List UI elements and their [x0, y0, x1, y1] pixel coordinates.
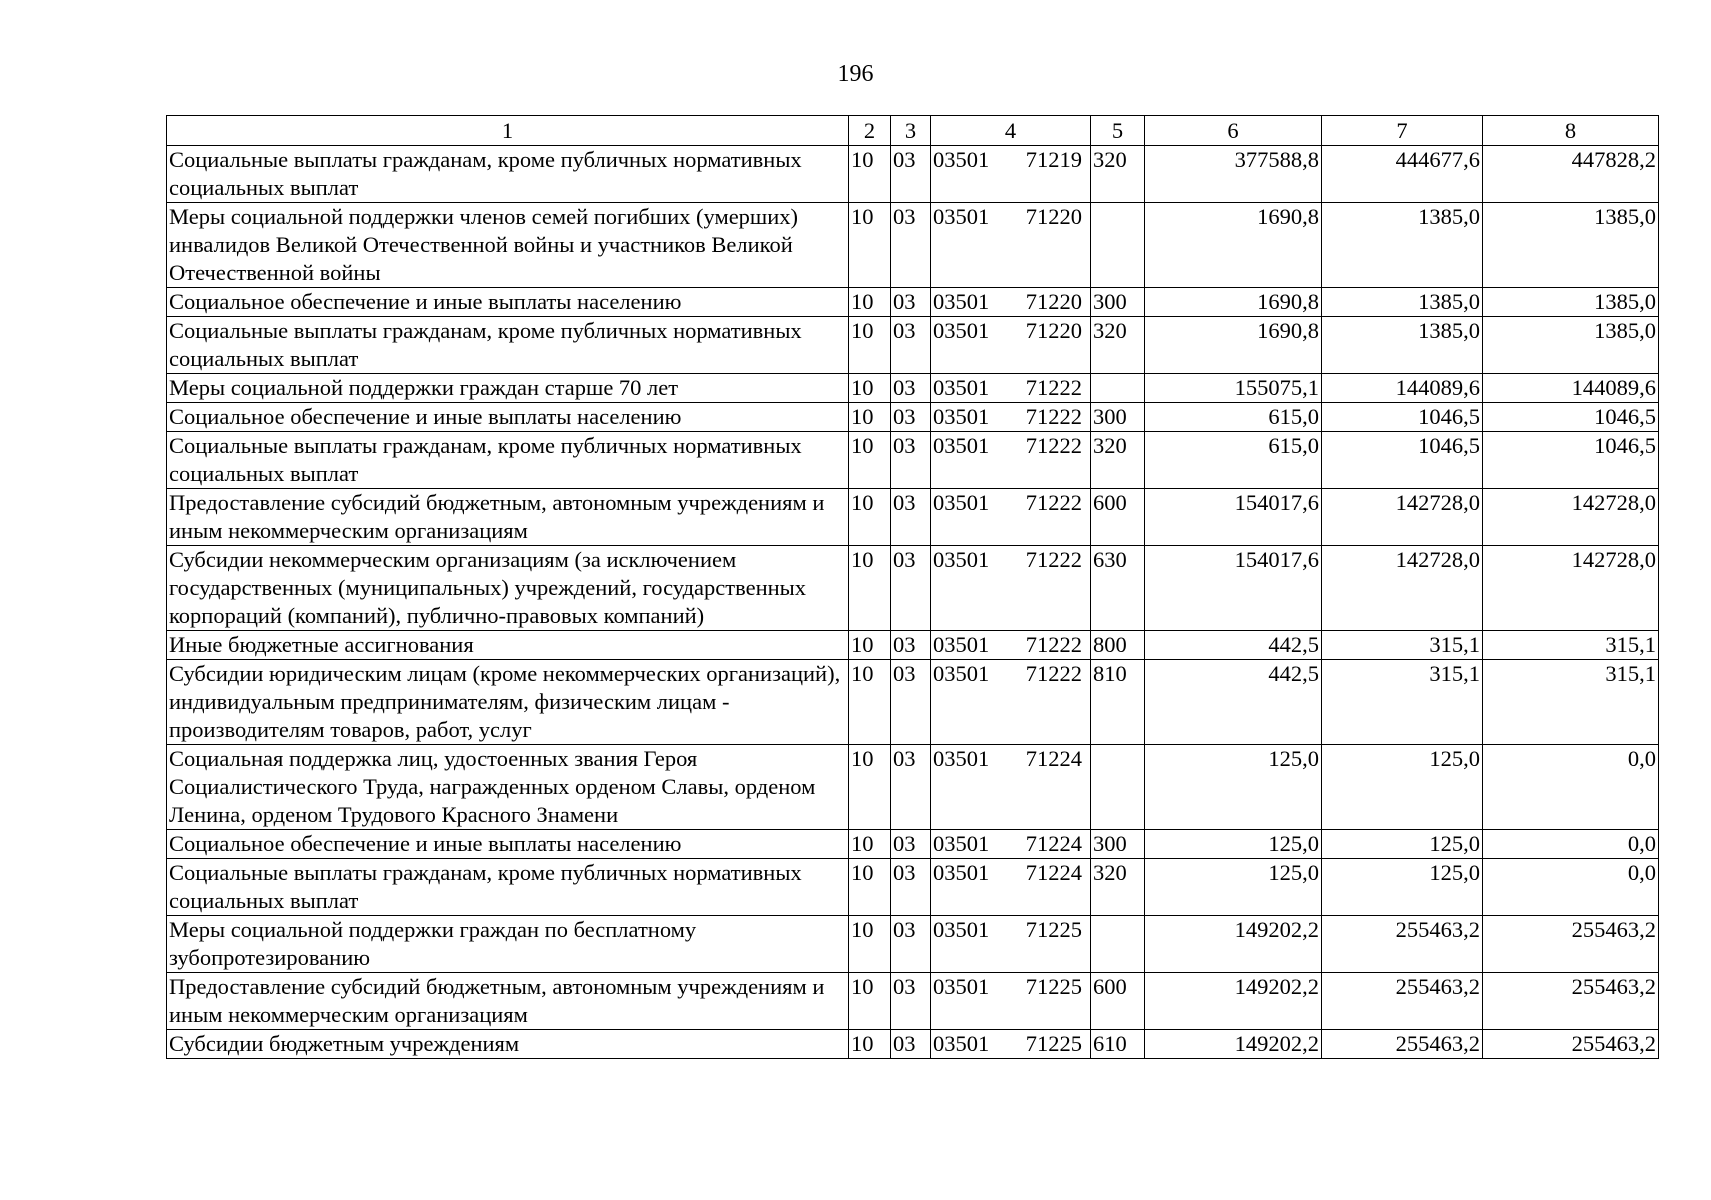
table-row	[167, 374, 1659, 403]
amount-col-7-cell: 315,1	[1322, 631, 1483, 660]
direction-code: 71220	[1025, 289, 1082, 314]
direction-code: 71222	[1025, 661, 1082, 686]
target-article-cell	[931, 916, 1091, 973]
program-code: 03501	[933, 661, 990, 686]
target-article-cell	[931, 403, 1091, 432]
amount-col-7-cell: 1385,0	[1322, 317, 1483, 374]
target-article-cell	[931, 631, 1091, 660]
section-code-cell: 10	[849, 973, 891, 1030]
amount-col-7-cell: 315,1	[1322, 660, 1483, 745]
target-article-cell	[931, 374, 1091, 403]
target-article-cell	[931, 1030, 1091, 1059]
section-code-cell: 10	[849, 317, 891, 374]
table-row	[167, 745, 1659, 830]
subsection-code-cell: 03	[891, 859, 931, 916]
amount-col-7-cell: 125,0	[1322, 830, 1483, 859]
amount-col-8-cell: 1046,5	[1483, 432, 1659, 489]
expense-type-cell: 320	[1091, 432, 1145, 489]
target-article-cell	[931, 489, 1091, 546]
expense-type-cell: 600	[1091, 973, 1145, 1030]
header-col-6: 6	[1145, 116, 1322, 146]
amount-col-6-cell: 1690,8	[1145, 203, 1322, 288]
amount-col-8-cell: 447828,2	[1483, 146, 1659, 203]
amount-col-7-cell: 1046,5	[1322, 403, 1483, 432]
header-col-1: 1	[167, 116, 849, 146]
section-code-cell: 10	[849, 432, 891, 489]
program-code: 03501	[933, 289, 990, 314]
amount-col-7-cell: 255463,2	[1322, 1030, 1483, 1059]
header-col-3: 3	[891, 116, 931, 146]
subsection-code-cell: 03	[891, 489, 931, 546]
amount-col-6-cell: 154017,6	[1145, 489, 1322, 546]
table-row	[167, 203, 1659, 288]
subsection-code-cell: 03	[891, 631, 931, 660]
program-code: 03501	[933, 490, 990, 515]
target-article-cell	[931, 546, 1091, 631]
direction-code: 71220	[1025, 318, 1082, 343]
amount-col-8-cell: 1046,5	[1483, 403, 1659, 432]
table-row	[167, 631, 1659, 660]
expense-type-cell: 300	[1091, 403, 1145, 432]
subsection-code-cell: 03	[891, 546, 931, 631]
subsection-code-cell: 03	[891, 374, 931, 403]
expense-type-cell: 320	[1091, 146, 1145, 203]
section-code-cell: 10	[849, 830, 891, 859]
subsection-code-cell: 03	[891, 288, 931, 317]
expense-type-cell: 630	[1091, 546, 1145, 631]
amount-col-7-cell: 1385,0	[1322, 288, 1483, 317]
amount-col-6-cell: 125,0	[1145, 830, 1322, 859]
amount-col-7-cell: 1046,5	[1322, 432, 1483, 489]
subsection-code-cell: 03	[891, 745, 931, 830]
direction-code: 71224	[1025, 860, 1082, 885]
direction-code: 71222	[1025, 433, 1082, 458]
expense-type-cell: 600	[1091, 489, 1145, 546]
expense-type-cell	[1091, 745, 1145, 830]
amount-col-6-cell: 155075,1	[1145, 374, 1322, 403]
program-code: 03501	[933, 404, 990, 429]
amount-col-7-cell: 144089,6	[1322, 374, 1483, 403]
section-code-cell: 10	[849, 403, 891, 432]
amount-col-8-cell: 0,0	[1483, 745, 1659, 830]
program-code: 03501	[933, 433, 990, 458]
amount-col-8-cell: 315,1	[1483, 631, 1659, 660]
amount-col-6-cell: 149202,2	[1145, 916, 1322, 973]
subsection-code-cell: 03	[891, 317, 931, 374]
amount-col-8-cell: 1385,0	[1483, 203, 1659, 288]
program-code: 03501	[933, 147, 990, 172]
row-name-cell: Предоставление субсидий бюджетным, автономным учреждениям и иным некоммерческим организациям	[167, 973, 849, 1030]
program-code: 03501	[933, 917, 990, 942]
target-article-cell	[931, 317, 1091, 374]
program-code: 03501	[933, 746, 990, 771]
expense-type-cell: 300	[1091, 830, 1145, 859]
subsection-code-cell: 03	[891, 432, 931, 489]
program-code: 03501	[933, 831, 990, 856]
expense-type-cell	[1091, 203, 1145, 288]
header-col-7: 7	[1322, 116, 1483, 146]
table-row	[167, 146, 1659, 203]
section-code-cell: 10	[849, 660, 891, 745]
row-name-cell: Социальное обеспечение и иные выплаты населению	[167, 288, 849, 317]
amount-col-7-cell: 125,0	[1322, 859, 1483, 916]
subsection-code-cell: 03	[891, 146, 931, 203]
header-row	[167, 116, 1659, 146]
target-article-cell	[931, 288, 1091, 317]
amount-col-8-cell: 315,1	[1483, 660, 1659, 745]
row-name-cell: Меры социальной поддержки членов семей погибших (умерших) инвалидов Великой Отечественной войны и участников Великой Отечественной войны	[167, 203, 849, 288]
target-article-cell	[931, 973, 1091, 1030]
budget-table	[166, 115, 1659, 1059]
amount-col-6-cell: 615,0	[1145, 432, 1322, 489]
table-row	[167, 489, 1659, 546]
program-code: 03501	[933, 547, 990, 572]
row-name-cell: Социальные выплаты гражданам, кроме публичных нормативных социальных выплат	[167, 146, 849, 203]
subsection-code-cell: 03	[891, 203, 931, 288]
direction-code: 71222	[1025, 547, 1082, 572]
target-article-cell	[931, 830, 1091, 859]
program-code: 03501	[933, 1031, 990, 1056]
table-row	[167, 317, 1659, 374]
amount-col-6-cell: 149202,2	[1145, 973, 1322, 1030]
direction-code: 71224	[1025, 746, 1082, 771]
amount-col-8-cell: 255463,2	[1483, 916, 1659, 973]
row-name-cell: Социальные выплаты гражданам, кроме публичных нормативных социальных выплат	[167, 317, 849, 374]
direction-code: 71220	[1025, 204, 1082, 229]
row-name-cell: Социальные выплаты гражданам, кроме публичных нормативных социальных выплат	[167, 859, 849, 916]
direction-code: 71225	[1025, 1031, 1082, 1056]
section-code-cell: 10	[849, 1030, 891, 1059]
expense-type-cell	[1091, 916, 1145, 973]
amount-col-8-cell: 0,0	[1483, 830, 1659, 859]
expense-type-cell: 300	[1091, 288, 1145, 317]
direction-code: 71222	[1025, 632, 1082, 657]
page-number: 196	[837, 61, 874, 87]
program-code: 03501	[933, 204, 990, 229]
subsection-code-cell: 03	[891, 660, 931, 745]
section-code-cell: 10	[849, 631, 891, 660]
section-code-cell: 10	[849, 489, 891, 546]
amount-col-7-cell: 142728,0	[1322, 489, 1483, 546]
program-code: 03501	[933, 974, 990, 999]
row-name-cell: Социальная поддержка лиц, удостоенных звания Героя Социалистического Труда, награжденных орденом Славы, орденом Ленина, орденом Трудового Красного Знамени	[167, 745, 849, 830]
subsection-code-cell: 03	[891, 830, 931, 859]
section-code-cell: 10	[849, 916, 891, 973]
row-name-cell: Субсидии бюджетным учреждениям	[167, 1030, 849, 1059]
table-row	[167, 830, 1659, 859]
amount-col-7-cell: 125,0	[1322, 745, 1483, 830]
expense-type-cell: 320	[1091, 317, 1145, 374]
target-article-cell	[931, 745, 1091, 830]
row-name-cell: Субсидии некоммерческим организациям (за исключением государственных (муниципальных) учреждений, государственных корпораций (компаний), публично-правовых компаний)	[167, 546, 849, 631]
section-code-cell: 10	[849, 745, 891, 830]
section-code-cell: 10	[849, 374, 891, 403]
table-row	[167, 403, 1659, 432]
amount-col-7-cell: 255463,2	[1322, 973, 1483, 1030]
amount-col-8-cell: 0,0	[1483, 859, 1659, 916]
header-col-5: 5	[1091, 116, 1145, 146]
target-article-cell	[931, 203, 1091, 288]
row-name-cell: Меры социальной поддержки граждан старше 70 лет	[167, 374, 849, 403]
amount-col-6-cell: 149202,2	[1145, 1030, 1322, 1059]
program-code: 03501	[933, 632, 990, 657]
expense-type-cell: 810	[1091, 660, 1145, 745]
target-article-cell	[931, 432, 1091, 489]
amount-col-6-cell: 442,5	[1145, 660, 1322, 745]
row-name-cell: Иные бюджетные ассигнования	[167, 631, 849, 660]
amount-col-6-cell: 125,0	[1145, 745, 1322, 830]
direction-code: 71224	[1025, 831, 1082, 856]
table-row	[167, 1030, 1659, 1059]
header-col-4: 4	[931, 116, 1091, 146]
direction-code: 71222	[1025, 375, 1082, 400]
amount-col-6-cell: 1690,8	[1145, 317, 1322, 374]
subsection-code-cell: 03	[891, 973, 931, 1030]
amount-col-8-cell: 144089,6	[1483, 374, 1659, 403]
direction-code: 71225	[1025, 917, 1082, 942]
direction-code: 71225	[1025, 974, 1082, 999]
row-name-cell: Предоставление субсидий бюджетным, автономным учреждениям и иным некоммерческим организациям	[167, 489, 849, 546]
direction-code: 71219	[1025, 147, 1082, 172]
table-row	[167, 288, 1659, 317]
target-article-cell	[931, 146, 1091, 203]
subsection-code-cell: 03	[891, 916, 931, 973]
header-col-2: 2	[849, 116, 891, 146]
target-article-cell	[931, 859, 1091, 916]
section-code-cell: 10	[849, 546, 891, 631]
target-article-cell	[931, 660, 1091, 745]
direction-code: 71222	[1025, 490, 1082, 515]
expense-type-cell: 320	[1091, 859, 1145, 916]
program-code: 03501	[933, 318, 990, 343]
amount-col-8-cell: 1385,0	[1483, 317, 1659, 374]
amount-col-6-cell: 125,0	[1145, 859, 1322, 916]
amount-col-7-cell: 1385,0	[1322, 203, 1483, 288]
amount-col-6-cell: 377588,8	[1145, 146, 1322, 203]
table-row	[167, 432, 1659, 489]
section-code-cell: 10	[849, 859, 891, 916]
row-name-cell: Социальные выплаты гражданам, кроме публичных нормативных социальных выплат	[167, 432, 849, 489]
row-name-cell: Социальное обеспечение и иные выплаты населению	[167, 403, 849, 432]
amount-col-7-cell: 142728,0	[1322, 546, 1483, 631]
section-code-cell: 10	[849, 146, 891, 203]
section-code-cell: 10	[849, 203, 891, 288]
row-name-cell: Субсидии юридическим лицам (кроме некоммерческих организаций), индивидуальным предпринимателям, физическим лицам - производителям товаров, работ, услуг	[167, 660, 849, 745]
expense-type-cell: 800	[1091, 631, 1145, 660]
amount-col-7-cell: 255463,2	[1322, 916, 1483, 973]
amount-col-8-cell: 142728,0	[1483, 546, 1659, 631]
table-row	[167, 916, 1659, 973]
section-code-cell: 10	[849, 288, 891, 317]
amount-col-8-cell: 1385,0	[1483, 288, 1659, 317]
row-name-cell: Меры социальной поддержки граждан по бесплатному зубопротезированию	[167, 916, 849, 973]
program-code: 03501	[933, 860, 990, 885]
subsection-code-cell: 03	[891, 403, 931, 432]
amount-col-8-cell: 255463,2	[1483, 973, 1659, 1030]
table-row	[167, 660, 1659, 745]
header-col-8: 8	[1483, 116, 1659, 146]
amount-col-6-cell: 442,5	[1145, 631, 1322, 660]
table-row	[167, 859, 1659, 916]
expense-type-cell: 610	[1091, 1030, 1145, 1059]
row-name-cell: Социальное обеспечение и иные выплаты населению	[167, 830, 849, 859]
amount-col-6-cell: 1690,8	[1145, 288, 1322, 317]
expense-type-cell	[1091, 374, 1145, 403]
amount-col-6-cell: 154017,6	[1145, 546, 1322, 631]
amount-col-8-cell: 142728,0	[1483, 489, 1659, 546]
amount-col-7-cell: 444677,6	[1322, 146, 1483, 203]
subsection-code-cell: 03	[891, 1030, 931, 1059]
table-row	[167, 546, 1659, 631]
amount-col-8-cell: 255463,2	[1483, 1030, 1659, 1059]
program-code: 03501	[933, 375, 990, 400]
table-row	[167, 973, 1659, 1030]
direction-code: 71222	[1025, 404, 1082, 429]
amount-col-6-cell: 615,0	[1145, 403, 1322, 432]
